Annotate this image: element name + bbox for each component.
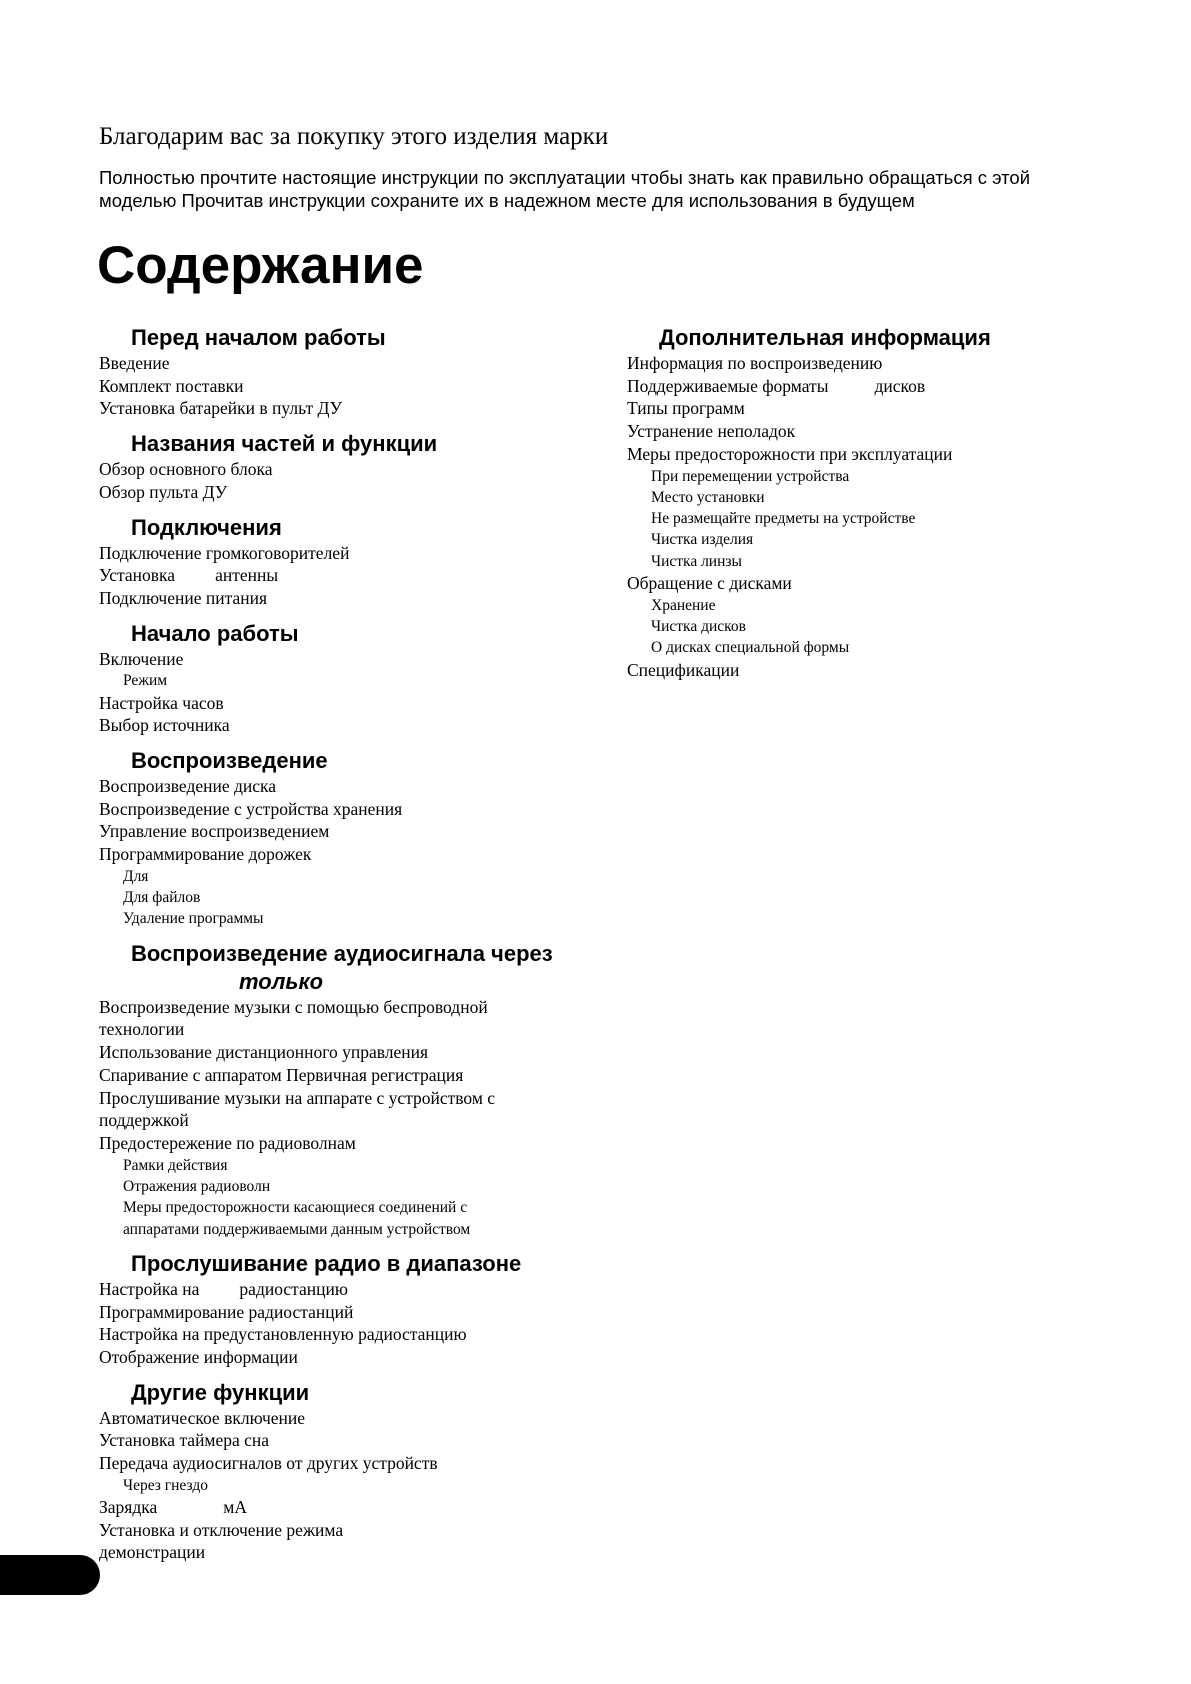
toc-section — [99, 940, 619, 1240]
toc-item-label: Введение — [99, 353, 170, 373]
toc-item-label: Хранение — [651, 596, 716, 614]
toc-item[interactable] — [627, 397, 1147, 420]
toc-subitem[interactable] — [627, 551, 1147, 572]
toc-item-label: Включение — [99, 648, 184, 669]
toc-item[interactable] — [99, 775, 619, 798]
toc-item-label: Рамки действия — [123, 1156, 228, 1174]
toc-subitem[interactable] — [627, 508, 1147, 529]
toc-item-label: О дисках специальной формы — [651, 639, 850, 657]
toc-item[interactable] — [627, 659, 1147, 682]
toc-item[interactable] — [99, 1109, 619, 1132]
toc-item-label: Программирование радиостанций — [99, 1301, 354, 1322]
toc-item-list — [99, 1407, 619, 1565]
toc-section-heading: Прослушивание радио в диапазоне — [131, 1250, 522, 1276]
toc-item-list — [99, 352, 619, 420]
toc-item[interactable] — [99, 375, 619, 398]
toc-item-label: Управление воспроизведением — [99, 821, 330, 842]
toc-item-label: аппаратами поддерживаемыми данным устройством — [123, 1220, 471, 1238]
toc-item[interactable] — [99, 352, 619, 375]
toc-item-label-cont: мА — [223, 1497, 247, 1518]
toc-item[interactable] — [99, 1301, 619, 1324]
intro-line: Полностью прочтите настоящие инструкции по эксплуатации чтобы знать как правильно обращаться с этой — [99, 167, 1031, 188]
intro-line: моделью Прочитав инструкции сохраните их в надежном месте для использования в будущем — [99, 190, 915, 211]
toc-item[interactable] — [99, 1041, 619, 1064]
toc-item-label: Меры предосторожности при эксплуатации — [627, 443, 953, 464]
toc-section — [99, 514, 619, 610]
toc-section — [99, 430, 619, 503]
toc-right-column — [627, 324, 1147, 681]
toc-item[interactable] — [99, 1323, 619, 1346]
toc-section-heading: Начало работы — [131, 620, 299, 646]
thanks-heading: Благодарим вас за покупку этого изделия марки — [99, 123, 609, 150]
toc-item-label: Автоматическое включение — [99, 1407, 306, 1428]
toc-item-list — [99, 775, 619, 930]
toc-item-label: Воспроизведение с устройства хранения — [99, 798, 403, 819]
toc-item-label: Комплект поставки — [99, 375, 244, 396]
toc-section-heading: Дополнительная информация — [659, 325, 991, 350]
toc-section — [99, 1379, 619, 1565]
toc-item-label: Отображение информации — [99, 1346, 298, 1367]
toc-item-label: Подключение громкоговорителей — [99, 542, 350, 563]
toc-section — [99, 1250, 619, 1369]
toc-item-label: демонстрации — [99, 1542, 206, 1563]
toc-item-label: Не размещайте предметы на устройстве — [651, 510, 916, 528]
toc-item-label: Обзор пульта ДУ — [99, 481, 228, 502]
toc-item-label: поддержкой — [99, 1110, 189, 1131]
toc-item-label: Спецификации — [627, 659, 740, 680]
toc-item-label: Для — [123, 867, 149, 885]
toc-item[interactable] — [99, 1496, 619, 1519]
toc-section — [99, 620, 619, 737]
toc-item-label: технологии — [99, 1019, 185, 1040]
toc-item-label: Отражения радиоволн — [123, 1177, 271, 1195]
toc-item[interactable] — [627, 420, 1147, 443]
toc-item[interactable] — [627, 572, 1147, 595]
toc-item[interactable] — [99, 648, 619, 671]
page-number-tab — [0, 1555, 100, 1595]
toc-subitem[interactable] — [627, 616, 1147, 637]
toc-item[interactable] — [99, 1452, 619, 1475]
toc-subitem[interactable] — [627, 529, 1147, 550]
toc-item-list — [627, 352, 1147, 681]
toc-section-heading-cont: только — [239, 968, 324, 994]
toc-item-label: Подключение питания — [99, 587, 268, 608]
toc-item[interactable] — [99, 692, 619, 715]
toc-item[interactable] — [99, 1132, 619, 1155]
toc-item[interactable] — [627, 443, 1147, 466]
toc-item[interactable] — [99, 843, 619, 866]
toc-item[interactable] — [99, 1541, 619, 1564]
toc-item[interactable] — [99, 458, 619, 481]
toc-left-column — [99, 324, 619, 1564]
intro-paragraph — [99, 166, 1159, 212]
toc-subitem[interactable] — [99, 866, 619, 887]
toc-item-label: Зарядка — [99, 1497, 158, 1518]
toc-subitem[interactable] — [627, 637, 1147, 658]
toc-item-list — [99, 1278, 619, 1369]
toc-item-list — [99, 458, 619, 503]
toc-item-label: Выбор источника — [99, 715, 230, 736]
toc-section-heading: Воспроизведение — [131, 748, 328, 774]
toc-item[interactable] — [627, 375, 1147, 398]
toc-item-label: Меры предосторожности касающиеся соединений с — [123, 1199, 468, 1217]
toc-item[interactable] — [99, 798, 619, 821]
toc-item-label: Обзор основного блока — [99, 459, 273, 480]
contents-title: Содержание — [97, 236, 424, 295]
toc-item-label-cont: дисков — [874, 375, 926, 396]
toc-section-heading: Перед началом работы — [131, 325, 386, 350]
toc-item-label: Место установки — [651, 488, 765, 506]
toc-item-label: Чистка линзы — [651, 552, 742, 570]
toc-item[interactable] — [99, 996, 619, 1019]
toc-item-list — [99, 542, 619, 610]
toc-item-label: Настройка на — [99, 1278, 200, 1299]
toc-item[interactable] — [99, 587, 619, 610]
toc-subitem[interactable] — [99, 1475, 619, 1496]
toc-item-label: Настройка на предустановленную радиостанцию — [99, 1324, 467, 1345]
toc-item-label: Предостережение по радиоволнам — [99, 1132, 356, 1153]
toc-section-heading: Воспроизведение аудиосигнала через — [131, 940, 553, 966]
toc-subitem[interactable] — [99, 1155, 619, 1176]
toc-item-label: Воспроизведение диска — [99, 776, 277, 797]
toc-item[interactable] — [99, 1018, 619, 1041]
toc-item[interactable] — [99, 1278, 619, 1301]
toc-subitem[interactable] — [99, 908, 619, 929]
toc-item-label: Обращение с дисками — [627, 573, 792, 593]
toc-item-label: Для файлов — [123, 889, 201, 907]
toc-item[interactable] — [99, 1519, 619, 1542]
toc-item-list — [99, 996, 619, 1240]
toc-item[interactable] — [99, 564, 619, 587]
toc-subitem[interactable] — [99, 1197, 619, 1218]
toc-item[interactable] — [99, 820, 619, 843]
toc-item-label: Удаление программы — [123, 910, 264, 928]
toc-item[interactable] — [99, 1346, 619, 1369]
toc-item-label: Установка батарейки в пульт ДУ — [99, 398, 343, 419]
toc-subitem[interactable] — [627, 487, 1147, 508]
toc-item-label: При перемещении устройства — [651, 467, 850, 485]
toc-subitem[interactable] — [627, 595, 1147, 616]
toc-item[interactable] — [99, 714, 619, 737]
toc-item-label: Настройка часов — [99, 692, 224, 713]
toc-item-label: Чистка дисков — [651, 618, 746, 635]
toc-item-label: Программирование дорожек — [99, 844, 312, 865]
toc-subitem[interactable] — [99, 887, 619, 908]
toc-item-label: Через гнездо — [123, 1476, 208, 1494]
toc-item-label: Режим — [123, 672, 168, 690]
toc-section-heading: Другие функции — [131, 1379, 310, 1405]
toc-item-label: Воспроизведение музыки с помощью беспроводной — [99, 996, 488, 1017]
toc-item-label: Установка таймера сна — [99, 1430, 270, 1451]
toc-item-label: Информация по воспроизведению — [627, 353, 883, 373]
toc-item-label: Прослушивание музыки на аппарате с устройством с — [99, 1087, 496, 1108]
toc-subitem[interactable] — [627, 466, 1147, 487]
toc-item[interactable] — [99, 481, 619, 504]
toc-subitem[interactable] — [99, 1176, 619, 1197]
toc-item[interactable] — [99, 542, 619, 565]
toc-section — [627, 324, 1147, 681]
toc-item-label: Установка и отключение режима — [99, 1519, 344, 1540]
toc-item[interactable] — [99, 1429, 619, 1452]
toc-item-label-cont: радиостанцию — [239, 1278, 348, 1299]
toc-subitem[interactable] — [99, 670, 619, 691]
toc-item-list — [99, 648, 619, 737]
toc-subitem[interactable] — [99, 1219, 619, 1240]
toc-item-label: Установка — [99, 565, 176, 586]
toc-section-heading: Подключения — [131, 514, 282, 540]
toc-item-label: Использование дистанционного управления — [99, 1042, 429, 1063]
toc-item[interactable] — [99, 1064, 619, 1087]
toc-section-heading: Названия частей и функции — [131, 431, 438, 457]
toc-item[interactable] — [99, 397, 619, 420]
toc-item-label: Передача аудиосигналов от других устройств — [99, 1453, 438, 1474]
toc-section — [99, 324, 619, 420]
toc-item-label: Устранение неполадок — [627, 421, 796, 442]
toc-item[interactable] — [99, 1407, 619, 1430]
toc-item[interactable] — [99, 1087, 619, 1110]
toc-item-label: Спаривание с аппаратом Первичная регистрация — [99, 1064, 464, 1085]
toc-item-label-cont: антенны — [215, 565, 279, 586]
toc-item-label: Чистка изделия — [651, 531, 754, 549]
toc-section — [99, 747, 619, 930]
toc-item-label: Поддерживаемые форматы — [627, 375, 829, 396]
toc-item-label: Типы программ — [627, 398, 745, 419]
toc-item[interactable] — [627, 352, 1147, 375]
